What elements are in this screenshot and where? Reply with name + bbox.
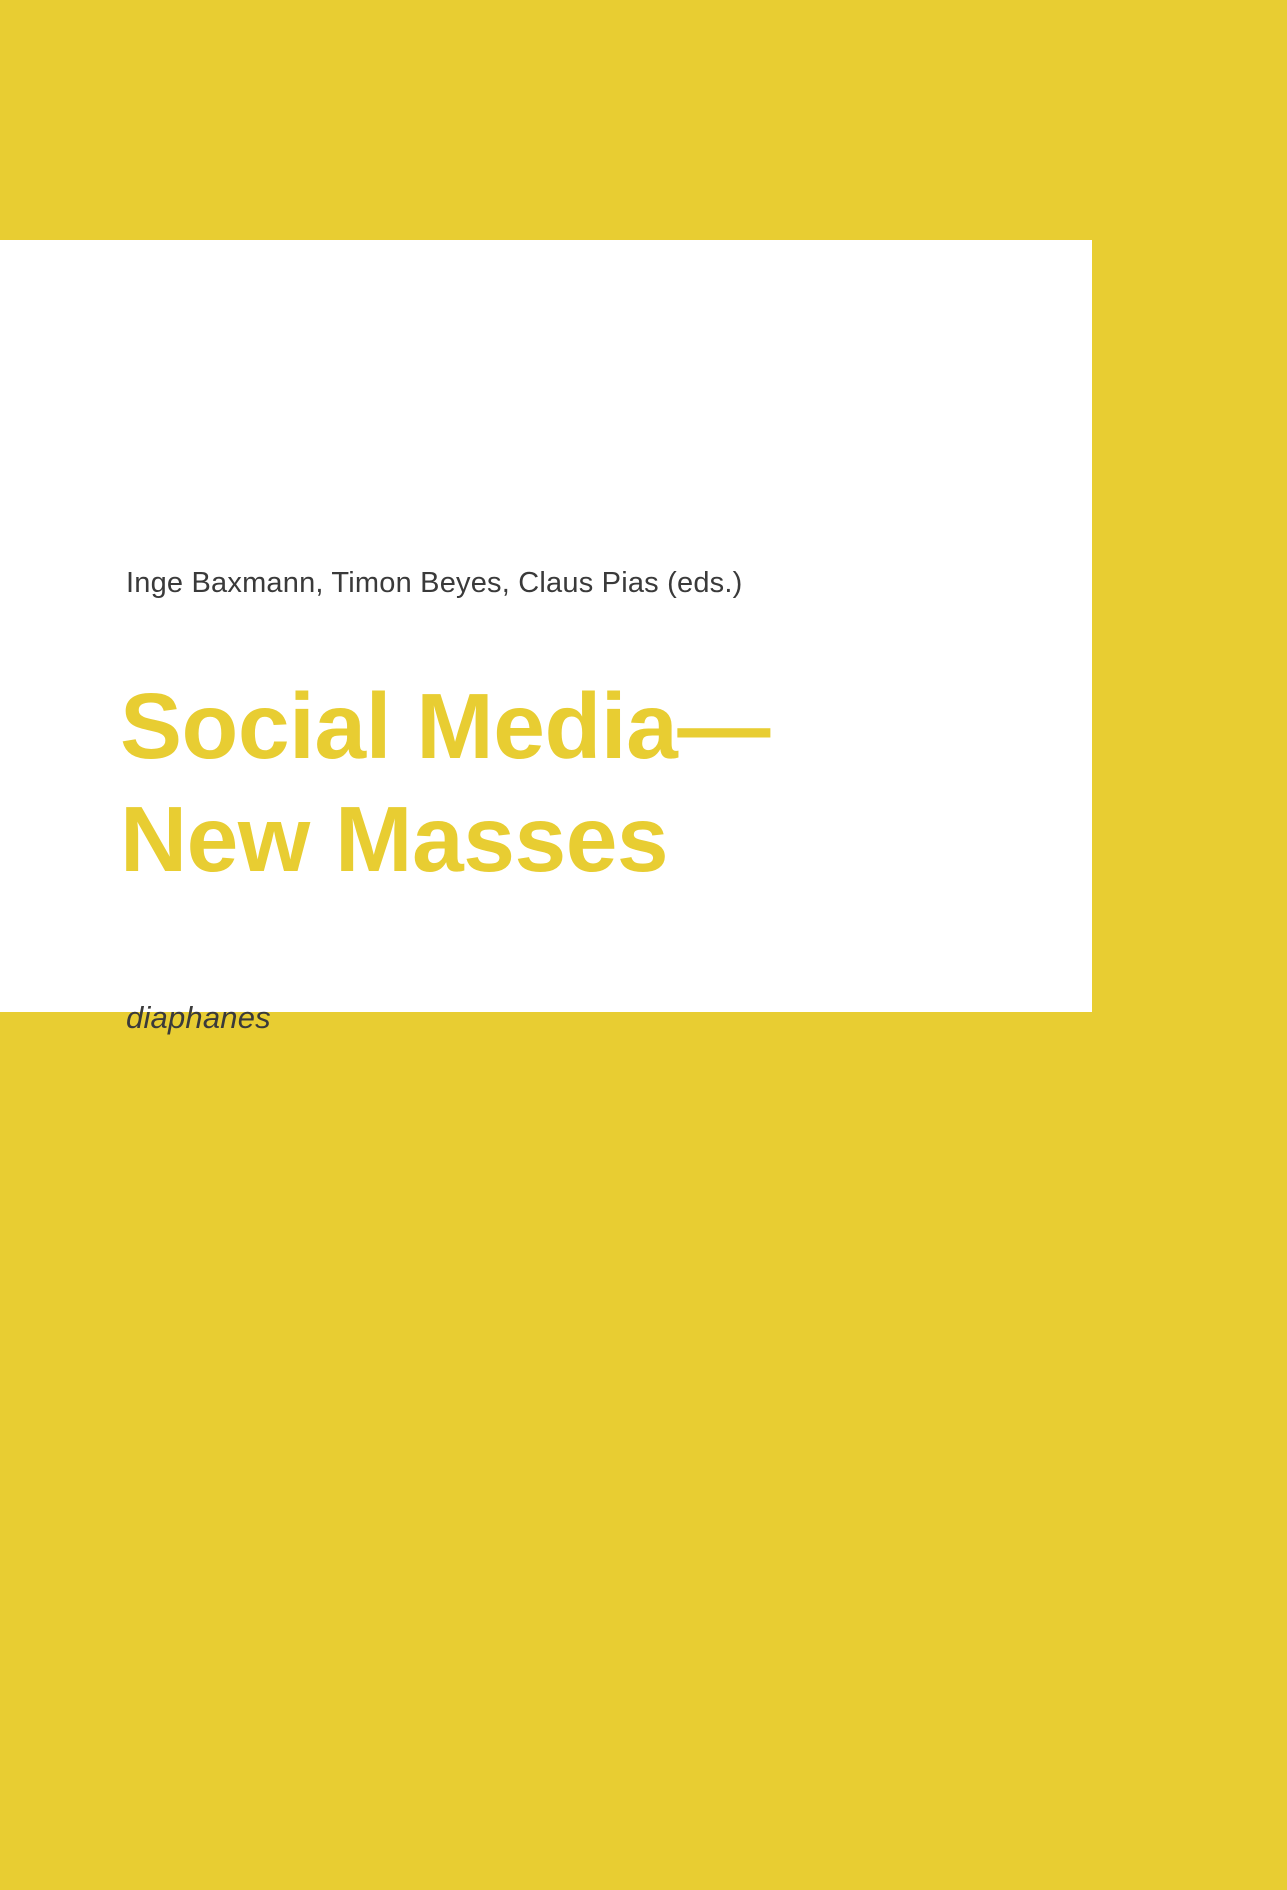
book-title-line-2: New Masses (120, 787, 669, 892)
white-content-panel (0, 240, 1092, 1035)
editors-line: Inge Baxmann, Timon Beyes, Claus Pias (eds.) (126, 567, 743, 599)
publisher-name: diaphanes (126, 1000, 271, 1035)
book-title (120, 670, 1000, 897)
book-title-line-1: Social Media— (120, 674, 770, 778)
